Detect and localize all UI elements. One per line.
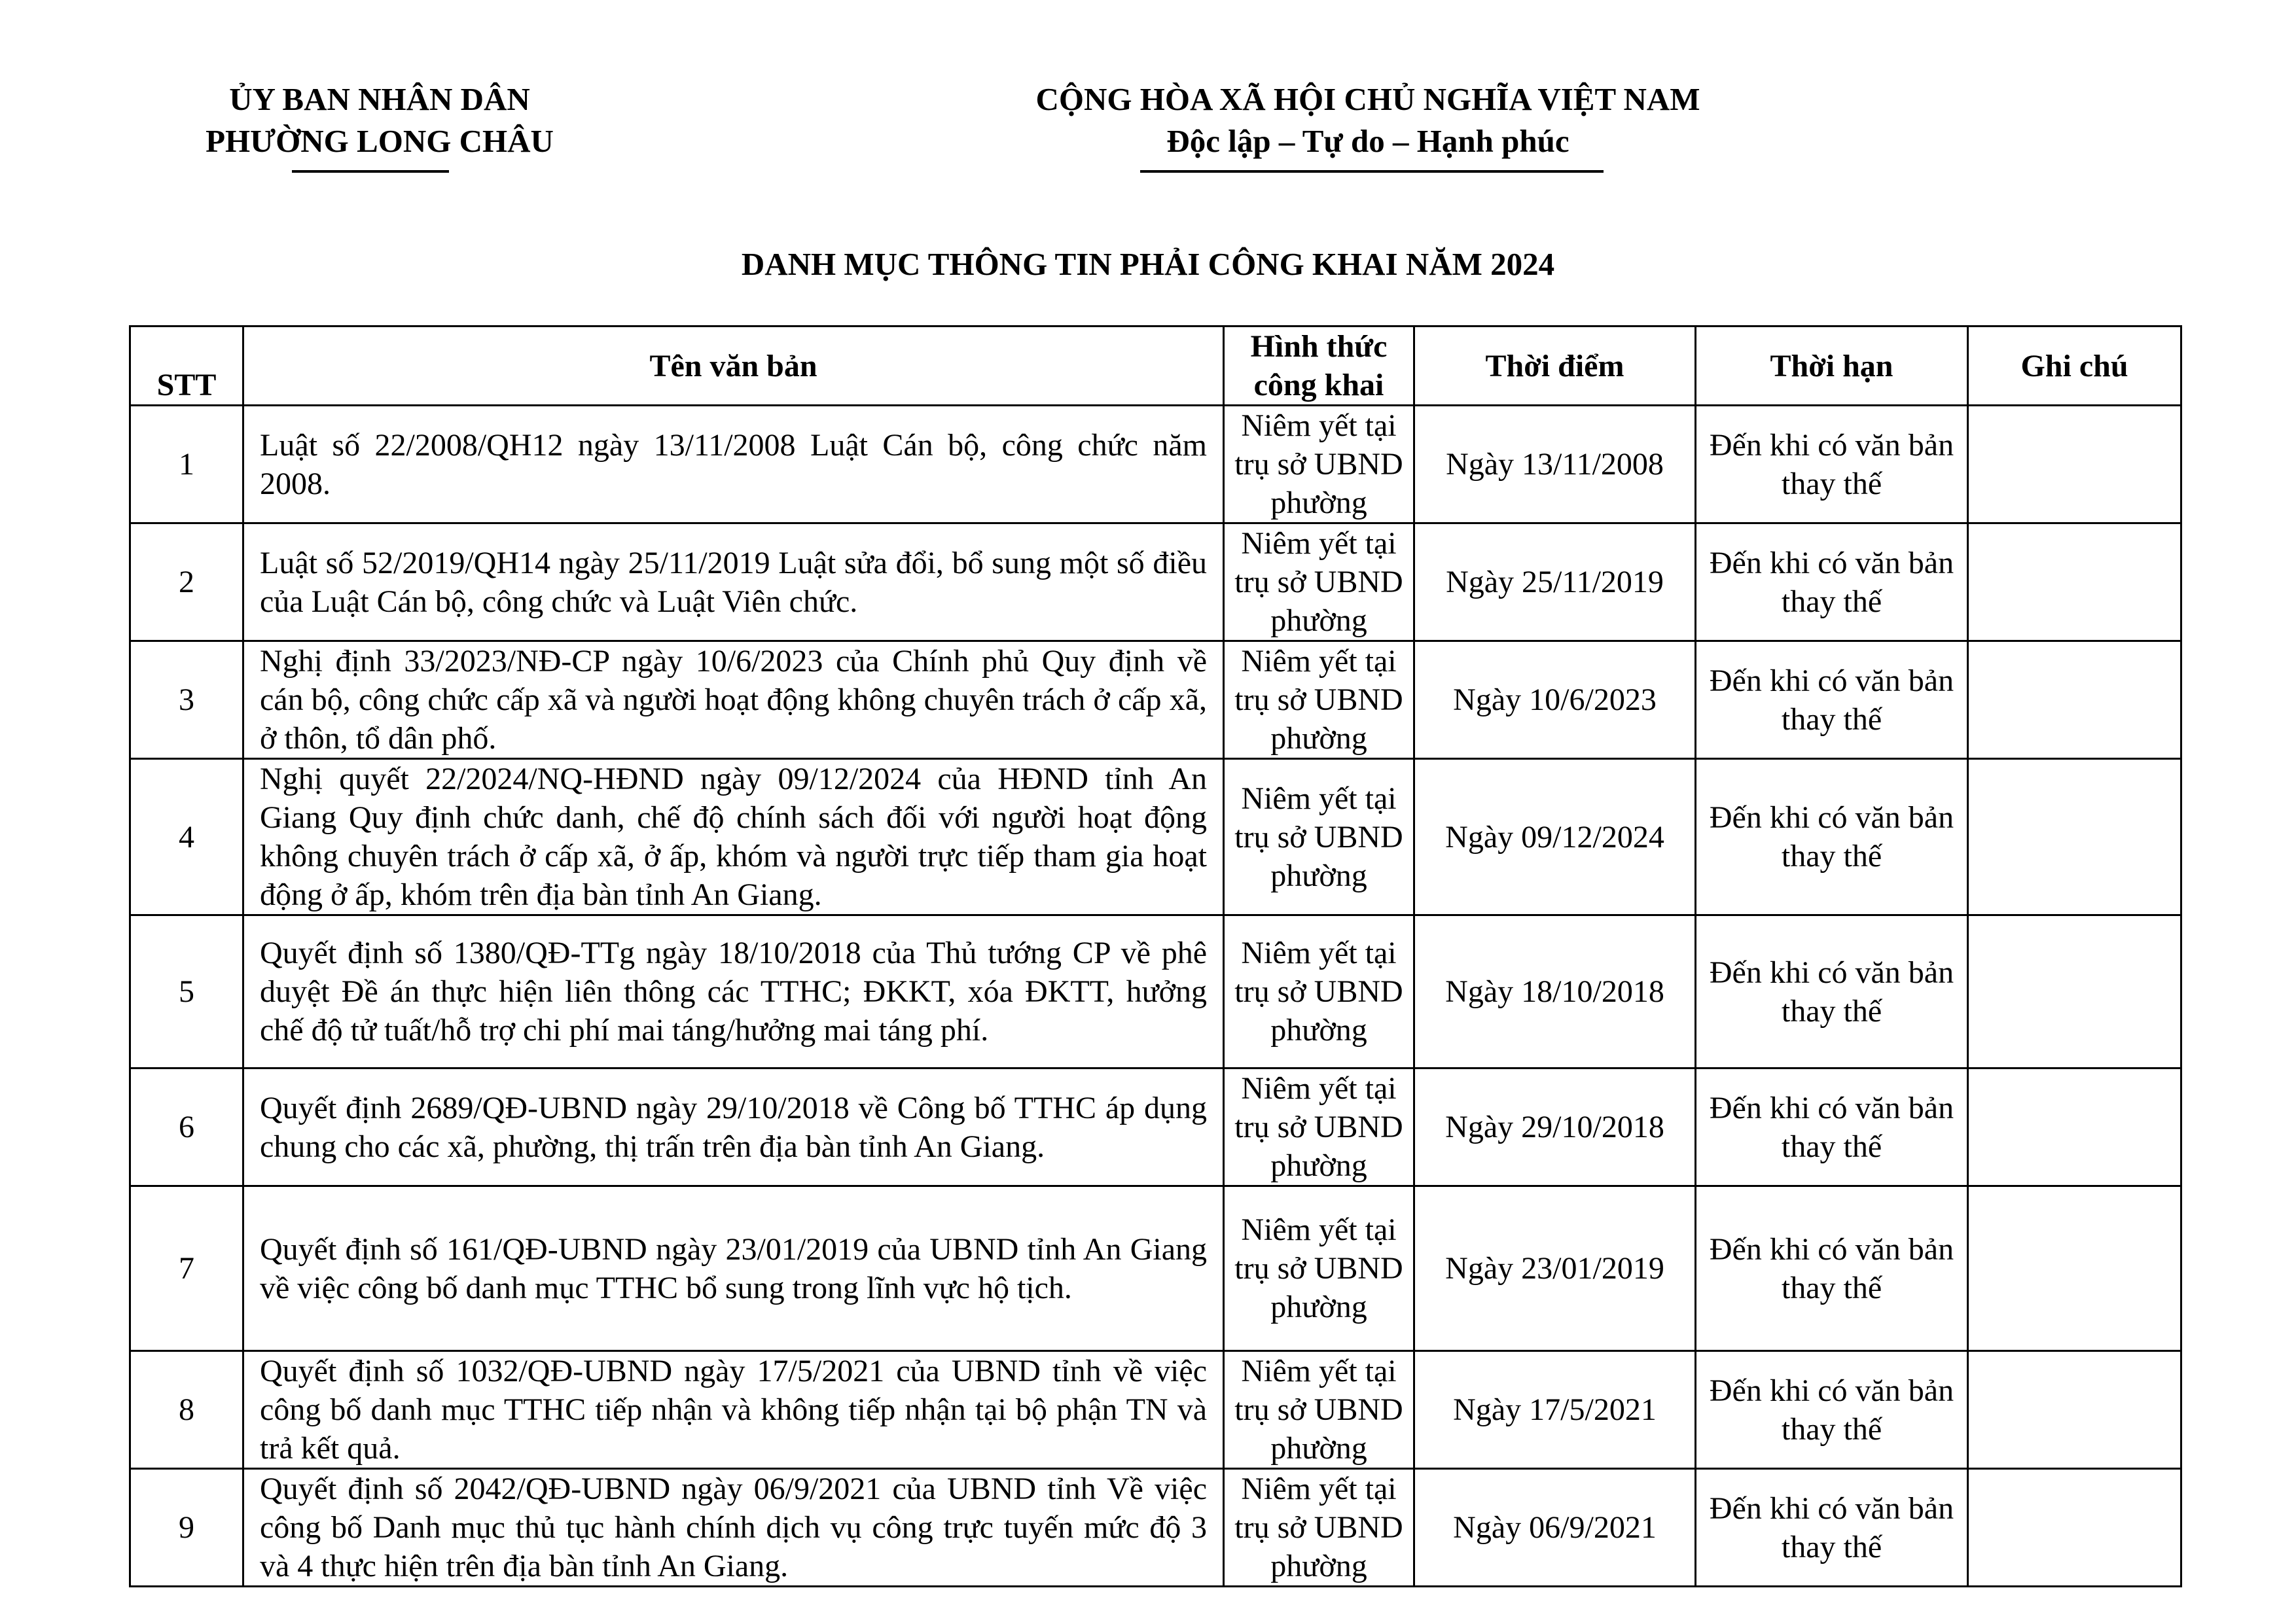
cell-note — [1968, 1469, 2181, 1587]
cell-time: Ngày 29/10/2018 — [1414, 1068, 1696, 1186]
cell-time: Ngày 10/6/2023 — [1414, 641, 1696, 759]
header-document-name: Tên văn bản — [243, 327, 1224, 406]
issuer-line-2: PHƯỜNG LONG CHÂU — [206, 123, 554, 159]
header-time: Thời điểm — [1414, 327, 1696, 406]
header-term: Thời hạn — [1696, 327, 1968, 406]
cell-document-name: Luật số 22/2008/QH12 ngày 13/11/2008 Luật Cán bộ, công chức năm 2008. — [243, 406, 1224, 523]
cell-term: Đến khi có văn bản thay thế — [1696, 641, 1968, 759]
cell-time: Ngày 25/11/2019 — [1414, 523, 1696, 641]
cell-disclosure-form: Niêm yết tại trụ sở UBND phường — [1224, 915, 1414, 1068]
cell-note — [1968, 1068, 2181, 1186]
cell-note — [1968, 1351, 2181, 1469]
cell-document-name: Nghị quyết 22/2024/NQ-HĐND ngày 09/12/2024 của HĐND tỉnh An Giang Quy định chức danh, chế độ chính sách đối với người hoạt động không chuyên trách ở cấp xã, ở ấp, khóm và người trực tiếp tham gia hoạt động ở ấp, khóm trên địa bàn tỉnh An Giang. — [243, 759, 1224, 915]
table-row — [130, 1469, 2181, 1587]
issuer-header — [118, 79, 641, 162]
cell-stt: 2 — [130, 523, 243, 641]
cell-document-name: Quyết định số 1032/QĐ-UBND ngày 17/5/2021 của UBND tỉnh về việc công bố danh mục TTHC tiếp nhận và không tiếp nhận tại bộ phận TN và trả kết quả. — [243, 1351, 1224, 1469]
cell-stt: 7 — [130, 1186, 243, 1351]
cell-document-name: Quyết định số 1380/QĐ-TTg ngày 18/10/2018 của Thủ tướng CP về phê duyệt Đề án thực hiện liên thông các TTHC; ĐKKT, xóa ĐKTT, hưởng chế độ tử tuất/hỗ trợ chi phí mai táng/hưởng mai táng phí. — [243, 915, 1224, 1068]
table-row — [130, 641, 2181, 759]
cell-term: Đến khi có văn bản thay thế — [1696, 1068, 1968, 1186]
cell-stt: 4 — [130, 759, 243, 915]
header-stt: STT — [130, 327, 243, 406]
issuer-underline — [292, 170, 449, 173]
cell-document-name: Luật số 52/2019/QH14 ngày 25/11/2019 Luật sửa đổi, bổ sung một số điều của Luật Cán bộ, công chức và Luật Viên chức. — [243, 523, 1224, 641]
table-row — [130, 523, 2181, 641]
cell-disclosure-form: Niêm yết tại trụ sở UBND phường — [1224, 759, 1414, 915]
cell-term: Đến khi có văn bản thay thế — [1696, 1186, 1968, 1351]
cell-document-name: Quyết định số 161/QĐ-UBND ngày 23/01/2019 của UBND tỉnh An Giang về việc công bố danh mục TTHC bổ sung trong lĩnh vực hộ tịch. — [243, 1186, 1224, 1351]
cell-term: Đến khi có văn bản thay thế — [1696, 406, 1968, 523]
cell-note — [1968, 759, 2181, 915]
cell-stt: 8 — [130, 1351, 243, 1469]
cell-stt: 3 — [130, 641, 243, 759]
cell-time: Ngày 18/10/2018 — [1414, 915, 1696, 1068]
cell-stt: 9 — [130, 1469, 243, 1587]
cell-time: Ngày 06/9/2021 — [1414, 1469, 1696, 1587]
issuer-line-1: ỦY BAN NHÂN DÂN — [229, 81, 530, 117]
cell-document-name: Quyết định 2689/QĐ-UBND ngày 29/10/2018 về Công bố TTHC áp dụng chung cho các xã, phường, thị trấn trên địa bàn tỉnh An Giang. — [243, 1068, 1224, 1186]
national-header — [942, 79, 1793, 162]
table-row — [130, 915, 2181, 1068]
cell-disclosure-form: Niêm yết tại trụ sở UBND phường — [1224, 1186, 1414, 1351]
cell-time: Ngày 13/11/2008 — [1414, 406, 1696, 523]
cell-note — [1968, 406, 2181, 523]
cell-term: Đến khi có văn bản thay thế — [1696, 1469, 1968, 1587]
cell-note — [1968, 523, 2181, 641]
cell-note — [1968, 915, 2181, 1068]
cell-disclosure-form: Niêm yết tại trụ sở UBND phường — [1224, 406, 1414, 523]
table-row — [130, 759, 2181, 915]
cell-disclosure-form: Niêm yết tại trụ sở UBND phường — [1224, 1351, 1414, 1469]
cell-disclosure-form: Niêm yết tại trụ sở UBND phường — [1224, 641, 1414, 759]
disclosure-table — [129, 325, 2182, 1587]
cell-term: Đến khi có văn bản thay thế — [1696, 759, 1968, 915]
cell-time: Ngày 17/5/2021 — [1414, 1351, 1696, 1469]
header-disclosure-form: Hình thức công khai — [1224, 327, 1414, 406]
cell-disclosure-form: Niêm yết tại trụ sở UBND phường — [1224, 1068, 1414, 1186]
cell-disclosure-form: Niêm yết tại trụ sở UBND phường — [1224, 1469, 1414, 1587]
table-row — [130, 1186, 2181, 1351]
cell-note — [1968, 1186, 2181, 1351]
document-title: DANH MỤC THÔNG TIN PHẢI CÔNG KHAI NĂM 2024 — [741, 246, 1555, 282]
cell-term: Đến khi có văn bản thay thế — [1696, 523, 1968, 641]
nation-line-2: Độc lập – Tự do – Hạnh phúc — [1166, 123, 1570, 159]
cell-document-name: Nghị định 33/2023/NĐ-CP ngày 10/6/2023 của Chính phủ Quy định về cán bộ, công chức cấp xã và người hoạt động không chuyên trách ở cấp xã, ở thôn, tổ dân phố. — [243, 641, 1224, 759]
cell-document-name: Quyết định số 2042/QĐ-UBND ngày 06/9/2021 của UBND tỉnh Về việc công bố Danh mục thủ tục hành chính dịch vụ công trực tuyến mức độ 3 và 4 thực hiện trên địa bàn tỉnh An Giang. — [243, 1469, 1224, 1587]
header-note: Ghi chú — [1968, 327, 2181, 406]
table-row — [130, 406, 2181, 523]
cell-time: Ngày 09/12/2024 — [1414, 759, 1696, 915]
cell-stt: 6 — [130, 1068, 243, 1186]
cell-time: Ngày 23/01/2019 — [1414, 1186, 1696, 1351]
cell-disclosure-form: Niêm yết tại trụ sở UBND phường — [1224, 523, 1414, 641]
motto-underline — [1140, 170, 1604, 173]
cell-note — [1968, 641, 2181, 759]
table-header-row — [130, 327, 2181, 406]
table-row — [130, 1068, 2181, 1186]
cell-term: Đến khi có văn bản thay thế — [1696, 1351, 1968, 1469]
nation-line-1: CỘNG HÒA XÃ HỘI CHỦ NGHĨA VIỆT NAM — [1035, 81, 1700, 117]
cell-stt: 5 — [130, 915, 243, 1068]
table-row — [130, 1351, 2181, 1469]
cell-stt: 1 — [130, 406, 243, 523]
cell-term: Đến khi có văn bản thay thế — [1696, 915, 1968, 1068]
